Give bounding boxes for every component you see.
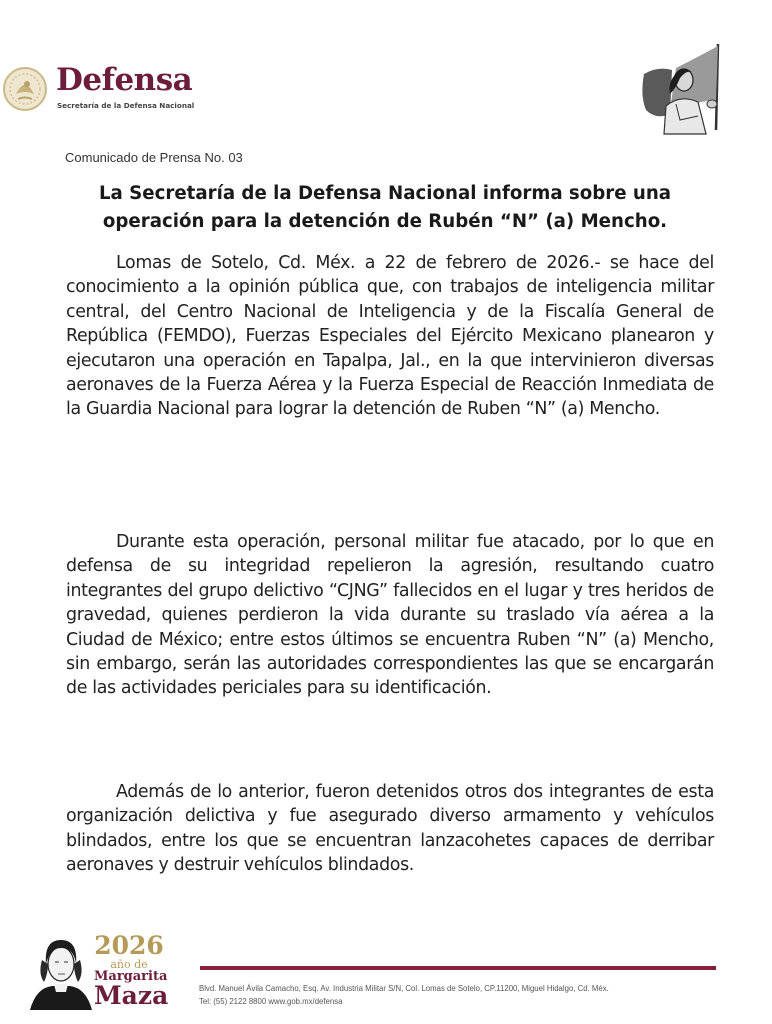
footer-divider [200, 966, 716, 970]
heroine-flag-icon [636, 40, 728, 136]
margarita-maza-portrait-icon [28, 934, 94, 1010]
press-release-number: Comunicado de Prensa No. 03 [65, 150, 243, 165]
paragraph-1: Lomas de Sotelo, Cd. Méx. a 22 de febrero de 2026.- se hace del conocimiento a la opinión pública que, con trabajos de inteligencia militar central, del Centro Nacional de Inteligencia y de la Fiscalía General de República (FEMDO), Fuerzas Especiales del Ejército Mexicano planearon y ejecutaron una operación en Tapalpa, Jal., en la que intervinieron diversas aeronaves de la Fuerza Aérea y la Fuerza Especial de Reacción Inmediata de la Guardia Nacional para lograr la detención de Ruben “N” (a) Mencho. [66, 253, 714, 420]
honoree-last-name: Maza [94, 981, 169, 1010]
honoree-first-name: Margarita [94, 969, 168, 984]
year-of-label: año de [110, 958, 148, 971]
defensa-logo [0, 62, 210, 118]
paragraph-2: Durante esta operación, personal militar fue atacado, por lo que en defensa de su integridad repelieron la agresión, resultando cuatro integrantes del grupo delictivo “CJNG” fallecidos en el lugar y tres heridos de gravedad, quienes perdieron la vida durante su traslado vía aérea a la Ciudad de México; entre estos últimos se encuentra Ruben “N” (a) Mencho, sin embargo, serán las autoridades correspondientes las que se encargarán de las actividades periciales para su identificación. [66, 532, 714, 699]
coat-of-arms-seal-icon [2, 66, 48, 112]
brand-subtitle: Secretaría de la Defensa Nacional [57, 101, 195, 110]
address-line: Blvd. Manuel Ávila Camacho, Esq. Av. Industria Militar S/N, Col. Lomas de Sotelo, CP.11200, Miguel Hidalgo, Cd. Méx. [199, 984, 609, 993]
document-title: La Secretaría de la Defensa Nacional informa sobre una operación para la detención de Rubén “N” (a) Mencho. [98, 183, 672, 232]
contact-line: Tel: (55) 2122 8800 www.gob.mx/defensa [199, 997, 343, 1006]
footer-address [199, 982, 739, 1008]
year-number: 2026 [94, 931, 164, 960]
paragraph-3: Además de lo anterior, fueron detenidos otros dos integrantes de esta organización delictiva y fue asegurado diverso armamento y vehículos blindados, entre los que se encuentran lanzacohetes capaces de derribar aeronaves y destruir vehículos blindados. [66, 782, 714, 876]
year-badge [94, 931, 169, 1010]
brand-name: Defensa [56, 62, 193, 98]
